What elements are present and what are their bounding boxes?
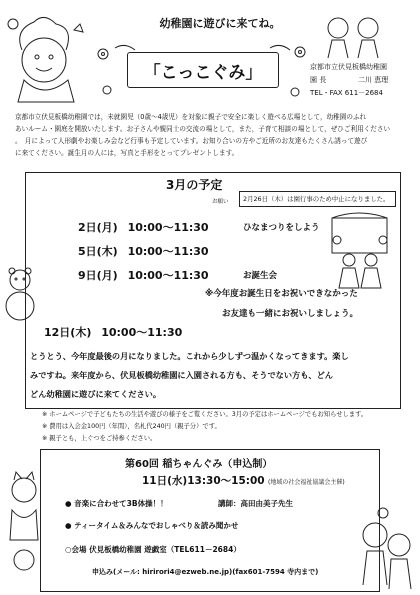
newsletter-title: 「こっこぐみ」 bbox=[143, 63, 263, 83]
schedule-row bbox=[78, 243, 209, 259]
event-venue: ○会場 伏見板橋幼稚園 遊戯室（TEL611－2684） bbox=[65, 545, 241, 554]
children-illustration bbox=[353, 505, 417, 593]
birthday-note: お友達も一緒にお祝いしましょう。 bbox=[222, 309, 359, 319]
schedule-date: 5日(木) bbox=[78, 245, 118, 258]
schedule-event: ひなまつりをしよう bbox=[243, 223, 320, 233]
schedule-event: お誕生会 bbox=[243, 271, 278, 281]
schedule-row bbox=[78, 267, 209, 283]
intro-paragraph bbox=[15, 111, 415, 159]
intro-line: 。 月によって人形劇やお楽しみ会など行事も予定しています。お知り合いの方やご近所のお友達もたくさん誘って遊び bbox=[15, 137, 368, 145]
notice-label: お願い bbox=[212, 199, 229, 205]
schedule-time: 10:00～11:30 bbox=[127, 245, 209, 258]
notes bbox=[42, 409, 414, 445]
birthday-note: ※今年度お誕生日をお祝いできなかった bbox=[205, 289, 358, 299]
intro-line: に来てください。誕生月の人には，写真と手形をとってプレゼントします。 bbox=[15, 149, 239, 157]
event-lecturer: 講師：高田由美子先生 bbox=[218, 499, 293, 508]
schedule-time: 10:00～11:30 bbox=[127, 269, 209, 282]
cat-illustration bbox=[4, 470, 44, 575]
tel-fax: TEL・FAX 611－2684 bbox=[310, 89, 383, 97]
schedule-time: 10:00～11:30 bbox=[101, 326, 183, 339]
schedule-time: 10:00～11:30 bbox=[127, 221, 209, 234]
intro-line: 京都市立伏見板橋幼稚園では，未就園児（0歳～4歳児）を対象に親子で安全に楽しく遊べる広場として，幼稚園のふれ bbox=[15, 113, 367, 121]
schedule-row bbox=[78, 219, 209, 235]
event-date: 11日(水)13:30～15:00 bbox=[142, 475, 265, 487]
hina-dolls-illustration bbox=[327, 210, 392, 292]
clown-doll-illustration bbox=[4, 10, 90, 105]
schedule-date: 12日(木) bbox=[44, 326, 92, 339]
notice-box: 2月26日（木）は園行事のため中止になりました。 bbox=[239, 191, 396, 207]
note-line: ※ 親子とも，上ぐつをご持参ください。 bbox=[42, 435, 157, 442]
event-item: ● ティータイム＆みんなでおしゃべり＆読み聞かせ bbox=[65, 521, 239, 530]
schedule-date: 9日(月) bbox=[78, 269, 118, 282]
note-line: ※ 費用は入会金100円（年間），名札代240円（親子分）です。 bbox=[42, 423, 221, 430]
kids-illustration bbox=[322, 12, 387, 60]
kindergarten-name: 京都市立伏見板橋幼稚園 bbox=[310, 63, 387, 71]
flower-border bbox=[95, 40, 310, 105]
closing-line: みですね。来年度から、伏見板橋幼稚園に入園される方も、そうでない方も、どん bbox=[30, 370, 333, 380]
event-title: 第60回 稲ちゃんぐみ（申込制） bbox=[125, 459, 273, 470]
principal-label: 園 長 bbox=[310, 76, 327, 84]
closing-message bbox=[30, 347, 396, 404]
intro-line: あいルーム・園庭を開放いたします。お子さんや親同士の交流の場として，また，子育て相談の場として，ぜひご利用ください bbox=[15, 125, 391, 133]
event-apply: 申込み(メール: hirirori4@ezweb.ne.jp)(fax601-7594 寺内まで) bbox=[92, 568, 319, 576]
invite-heading: 幼稚園に遊びに来てね。 bbox=[159, 17, 281, 30]
principal-name: 二川 恵理 bbox=[358, 76, 389, 84]
closing-line: どん幼稚園に遊びに来てください。 bbox=[30, 389, 162, 399]
snowman-bear-illustration bbox=[2, 266, 38, 326]
schedule-title: 3月の予定 bbox=[166, 178, 223, 192]
note-line: ※ ホームページで子どもたちの生活や遊びの様子をご覧ください。3月の予定はホームページでもお知らせします。 bbox=[42, 411, 368, 418]
schedule-row bbox=[44, 324, 182, 340]
schedule-date: 2日(月) bbox=[78, 221, 118, 234]
event-item: ● 音楽に合わせて3B体操！！ bbox=[65, 499, 168, 508]
closing-line: とうとう、今年度最後の月になりました。これから少しずつ温かくなってきます。楽し bbox=[30, 351, 349, 361]
event-organizer: (地域の社会福祉協議会主催) bbox=[268, 479, 345, 486]
